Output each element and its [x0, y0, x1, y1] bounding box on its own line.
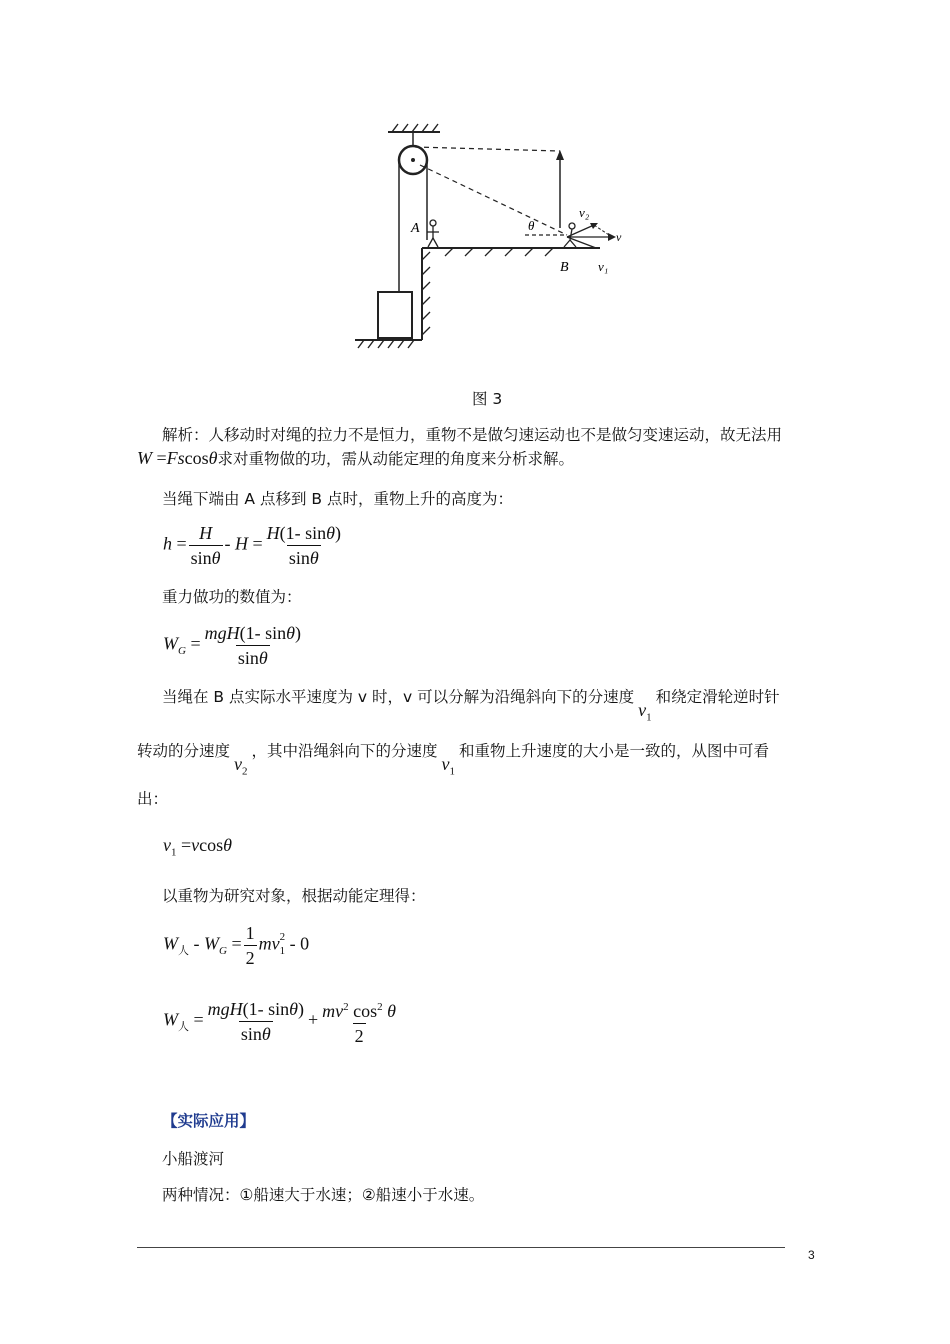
symbol-v1: $v_1$ — [638, 700, 652, 724]
label-A: A — [411, 221, 420, 236]
page-number: 3 — [808, 1248, 815, 1262]
formula-person-work: $W_人$ = $\frac{\text{mgH(1- sinθ)}}{\sin\theta}$ + $\frac{mv^2 \cos^2 \theta}{2}$ — [163, 999, 396, 1046]
velocity-line-1 — [162, 686, 780, 724]
velocity-line-1a: 当绳在 B 点实际水平速度为 v 时，v 可以分解为沿绳斜向下的分速度 — [162, 688, 635, 706]
paragraph-height: 当绳下端由 A 点移到 B 点时，重物上升的高度为： — [162, 490, 513, 508]
label-B: B — [560, 260, 569, 275]
analysis-line-1: 解析：人移动时对绳的拉力不是恒力，重物不是做匀速运动也不是做匀变速运动，故无法用 — [162, 426, 783, 444]
symbol-v2: $v_2$ — [234, 754, 248, 778]
section-heading: 【实际应用】 — [162, 1112, 256, 1130]
paragraph-energy: 以重物为研究对象，根据动能定理得： — [162, 887, 426, 905]
footer-rule — [137, 1247, 785, 1248]
velocity-line-3: 出： — [137, 790, 169, 808]
section-subheading: 小船渡河 — [162, 1150, 225, 1168]
figure-caption: 图 3 — [472, 390, 503, 408]
formula-v1: $v_1 =vcos\theta$ — [163, 835, 232, 859]
label-v2: v₂ — [579, 205, 590, 220]
label-v: v — [616, 230, 622, 244]
symbol-v1-b: $v_1$ — [441, 754, 456, 778]
formula-height: h = $\frac{H}{\sin\theta}$ - H = $\frac{H(1- \sin\theta)}{\sin\theta}$ — [163, 523, 342, 568]
paragraph-gravity: 重力做功的数值为： — [162, 588, 302, 606]
velocity-line-2 — [137, 740, 770, 778]
label-theta: θ — [528, 218, 535, 233]
velocity-line-2a: 转动的分速度 — [137, 742, 231, 760]
velocity-line-2b: ，其中沿绳斜向下的分速度 — [251, 742, 438, 760]
velocity-line-1b: 和绕定滑轮逆时针 — [655, 688, 780, 706]
section-cases: 两种情况：①船速大于水速；②船速小于水速。 — [162, 1186, 485, 1204]
analysis-line-2 — [137, 448, 574, 470]
label-v1: v₁ — [598, 259, 609, 274]
formula-energy-theorem: $W_人 - W_G$ = $\frac{1}{2}$ mv $_{2 1}$ - 0 — [163, 923, 310, 968]
velocity-line-2c: 和重物上升速度的大小是一致的，从图中可看 — [459, 742, 770, 760]
pulley-diagram — [350, 120, 640, 360]
analysis-line-2-text: 求对重物做的功，需从动能定理的角度来分析求解。 — [217, 450, 575, 468]
formula-work: W =Fscosθ — [137, 448, 218, 468]
formula-gravity-work: $W_G$ = $\frac{\text{mgH(1- sinθ)}}{\sin\theta}$ — [163, 623, 301, 668]
